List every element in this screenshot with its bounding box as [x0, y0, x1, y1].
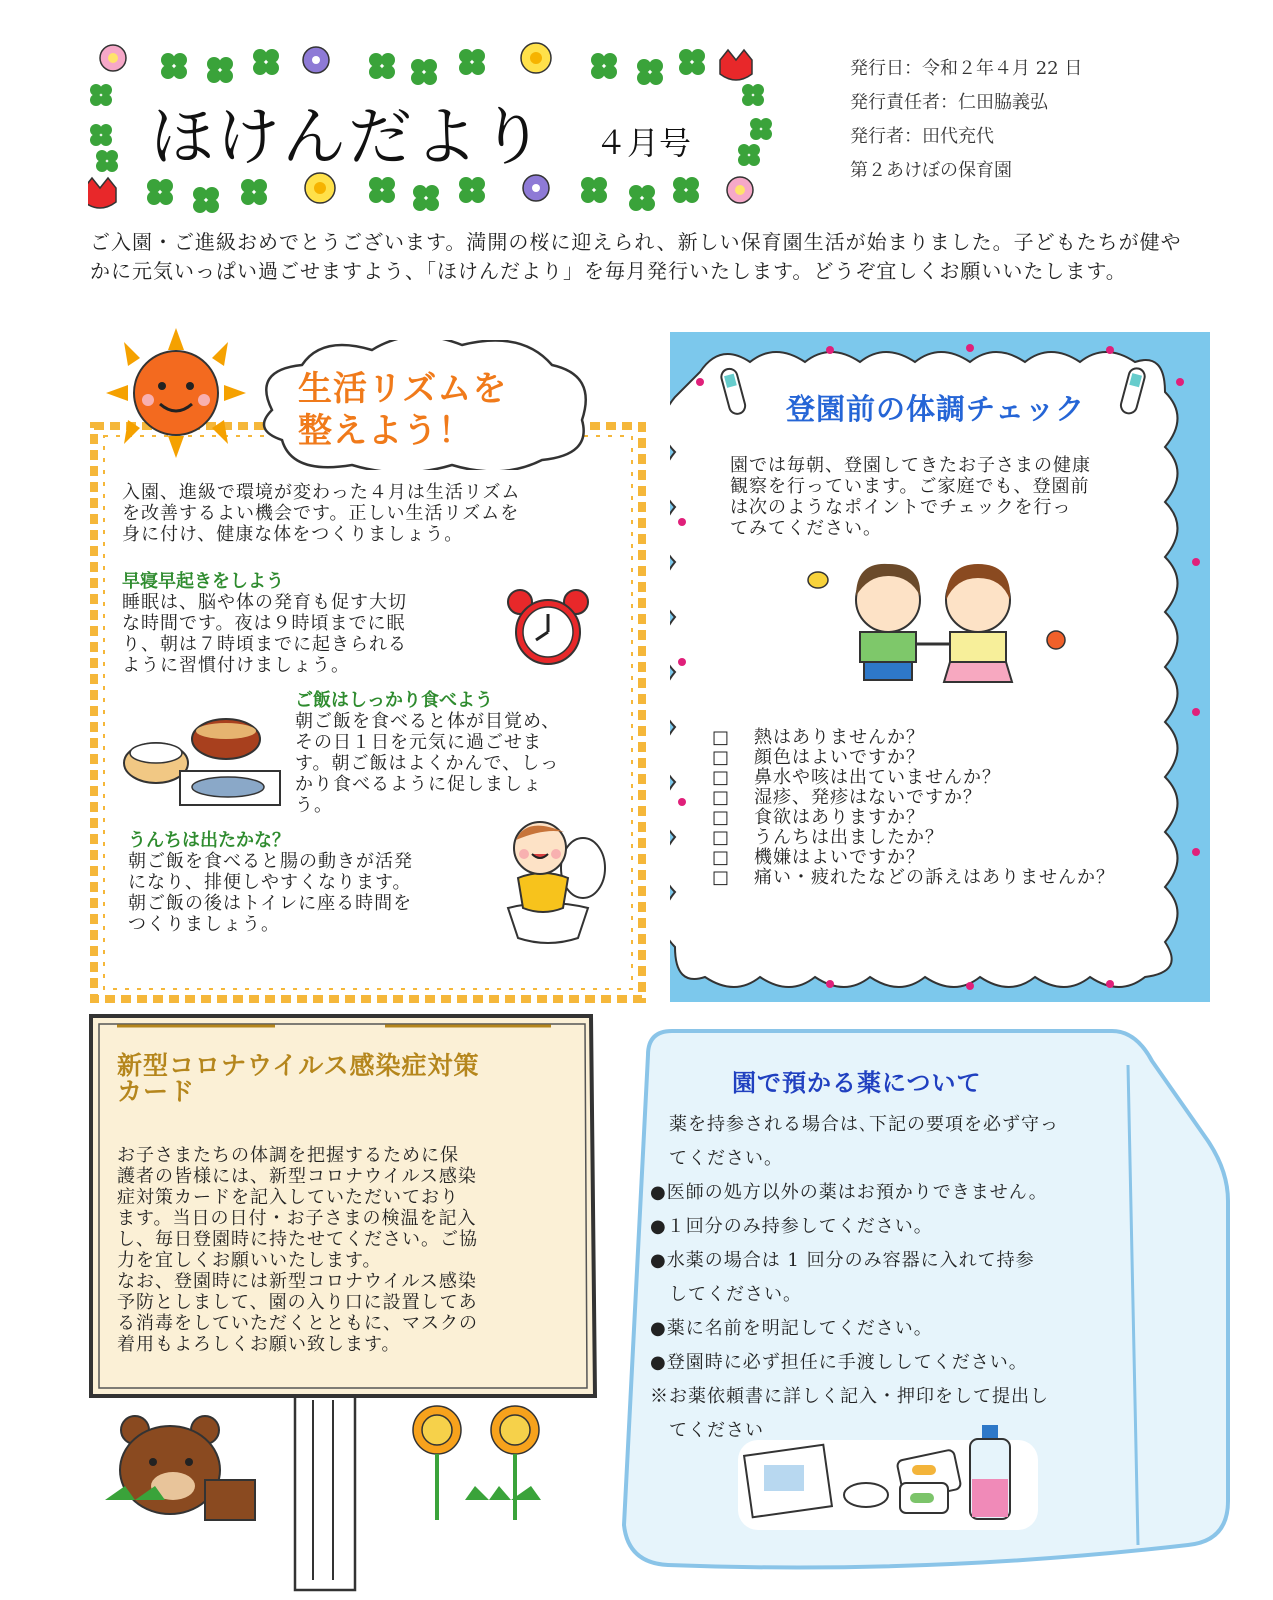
clover-icon — [411, 59, 437, 85]
newsletter-title: ほけんだより — [150, 101, 546, 175]
sunflower-icon — [413, 1406, 539, 1454]
checkbox[interactable]: □ — [712, 787, 731, 808]
publisher: 発行者：田代充代 — [850, 126, 994, 147]
clover-icon — [679, 49, 705, 75]
clover-icon — [742, 84, 764, 106]
corona-title-line: カード — [117, 1077, 196, 1106]
corona-line: 護者の皆様には、新型コロナウイルス感染 — [117, 1166, 477, 1187]
health-check-title: 登園前の体調チェック — [786, 392, 1086, 426]
poop-text — [128, 851, 498, 935]
toddler-toilet-icon — [488, 818, 613, 948]
clover-icon — [369, 177, 395, 203]
rhythm-intro — [122, 482, 602, 545]
checklist-label: 鼻水や咳は出ていませんか？ — [754, 767, 1001, 788]
checkbox[interactable]: □ — [712, 867, 731, 888]
tablet-icon — [844, 1483, 888, 1507]
publisher-responsible: 発行責任者：仁田脇義弘 — [850, 92, 1048, 113]
thermometer-icon — [718, 366, 752, 422]
medicine-bag-icon — [744, 1445, 832, 1518]
clover-icon — [738, 144, 760, 166]
clover-icon — [629, 185, 655, 211]
clover-icon — [413, 185, 439, 211]
publish-date: 発行日：令和２年４月 22 日 — [850, 58, 1083, 79]
corona-line: お子さまたちの体調を把握するために保 — [117, 1145, 459, 1166]
corona-line: 症対策カードを記入していただいており — [117, 1187, 459, 1208]
checklist-label: 痛い・疲れたなどの訴えはありませんか？ — [754, 867, 1115, 888]
tulip-icon — [88, 178, 116, 208]
corona-line: なお、登園時には新型コロナウイルス感染 — [117, 1271, 477, 1292]
poop-line: 朝ご飯の後はトイレに座る時間を — [128, 893, 413, 914]
health-check-intro-line: 観察を行っています。ご家庭でも、登園前 — [730, 476, 1090, 497]
checkbox[interactable]: □ — [712, 827, 731, 848]
rhythm-title-line: 生活リズムを — [298, 369, 508, 409]
medicine-line: 薬を持参される場合は､下記の要項を必ず守っ — [650, 1114, 1059, 1135]
checklist-item — [712, 788, 1115, 808]
clover-icon — [459, 177, 485, 203]
health-checklist — [712, 728, 1115, 888]
corona-line: 予防としまして、園の入り口に設置してあ — [117, 1292, 478, 1313]
corona-line: 力を宜しくお願いいたします。 — [117, 1250, 382, 1271]
clover-icon — [96, 150, 118, 172]
sleep-line: ように習慣付けましょう。 — [122, 655, 350, 676]
clover-icon — [591, 53, 617, 79]
pansy-icon — [303, 47, 329, 73]
sleep-text — [122, 592, 492, 676]
checklist-item — [712, 748, 1115, 768]
corona-line: る消毒をしていただくとともに、マスクの — [117, 1313, 478, 1334]
checklist-item — [712, 728, 1115, 748]
clover-icon — [90, 124, 112, 146]
clover-icon — [459, 49, 485, 75]
medicine-line: ●１回分のみ持参してください。 — [650, 1216, 933, 1237]
medicine-line: てください。 — [650, 1148, 783, 1169]
issue-number: ４月号 — [595, 124, 692, 162]
sleep-line: 睡眠は、脳や体の発育も促す大切 — [122, 592, 407, 613]
medicine-line: ●薬に名前を明記してください。 — [650, 1318, 933, 1339]
corona-title-line: 新型コロナウイルス感染症対策 — [117, 1051, 480, 1080]
clover-icon — [90, 84, 112, 106]
clover-icon — [581, 177, 607, 203]
medicine-line: ●水薬の場合は 1 回分のみ容器に入れて持参 — [650, 1250, 1035, 1271]
clover-icon — [253, 49, 279, 75]
checkbox[interactable]: □ — [712, 727, 731, 748]
corona-line: 着用もよろしくお願い致します。 — [117, 1334, 401, 1355]
checklist-item — [712, 828, 1115, 848]
yellow-flower-icon — [521, 43, 551, 73]
corona-card-text — [117, 1145, 567, 1355]
poop-heading: うんちは出たかな？ — [128, 830, 290, 851]
checklist-item — [712, 868, 1115, 888]
poop-line: になり、排便しやすくなります。 — [128, 872, 412, 893]
breakfast-text — [295, 711, 615, 816]
clover-icon — [750, 118, 772, 140]
pink-flower-icon — [727, 177, 753, 203]
medicine-line: してください。 — [650, 1284, 802, 1305]
alarm-clock-icon — [498, 588, 598, 668]
checklist-item — [712, 808, 1115, 828]
rhythm-intro-line: 身に付け、健康な体をつくりましょう。 — [122, 524, 464, 545]
checklist-label: 機嫌はよいですか？ — [754, 847, 925, 868]
checklist-item — [712, 848, 1115, 868]
clover-icon — [147, 179, 173, 205]
checklist-item — [712, 768, 1115, 788]
clover-icon — [241, 179, 267, 205]
checklist-label: 食欲はありますか？ — [754, 807, 925, 828]
medicine-line: ●医師の処方以外の薬はお預かりできません。 — [650, 1182, 1048, 1203]
clover-icon — [673, 177, 699, 203]
poop-line: 朝ご飯を食べると腸の動きが活発 — [128, 851, 413, 872]
breakfast-line: す。朝ご飯はよくかんで、しっ — [295, 753, 560, 774]
pink-flower-icon — [100, 45, 126, 71]
checklist-label: うんちは出ましたか？ — [754, 827, 944, 848]
breakfast-line: う。 — [295, 795, 333, 816]
breakfast-line: 朝ご飯を食べると体が目覚め、 — [295, 711, 561, 732]
capsule-icon — [900, 1483, 948, 1513]
corona-card-title — [117, 1053, 567, 1105]
medicine-line: てください — [650, 1420, 764, 1441]
tulip-icon — [720, 50, 752, 80]
checkbox[interactable]: □ — [712, 747, 731, 768]
breakfast-line: その日１日を元気に過ごせま — [295, 732, 542, 753]
nursery-name: 第２あけぼの保育園 — [850, 160, 1012, 181]
rhythm-intro-line: 入園、進級で環境が変わった４月は生活リズム — [122, 482, 521, 503]
publication-info — [850, 52, 1082, 188]
clover-icon — [369, 53, 395, 79]
medicine-line: ●登園時に必ず担任に手渡ししてください。 — [650, 1352, 1028, 1373]
rhythm-title-line: 整えよう！ — [298, 411, 473, 451]
health-check-intro-line: は次のようなポイントでチェックを行っ — [730, 497, 1072, 518]
checkbox[interactable]: □ — [712, 847, 731, 868]
medicine-text — [650, 1108, 1130, 1448]
checkbox[interactable]: □ — [712, 807, 731, 828]
breakfast-line: かり食べるように促しましょ — [295, 774, 542, 795]
breakfast-icon — [120, 705, 285, 810]
rhythm-intro-line: を改善するよい機会です。正しい生活リズムを — [122, 503, 520, 524]
health-check-intro-line: てみてください。 — [730, 518, 882, 539]
medicine-line: ※お薬依頼書に詳しく記入・押印をして提出し — [650, 1386, 1049, 1407]
health-check-intro-line: 園では毎朝、登園してきたお子さまの健康 — [730, 455, 1091, 476]
children-holding-hands-icon — [788, 560, 1098, 700]
clover-icon — [193, 187, 219, 213]
rhythm-title — [298, 368, 507, 452]
corona-line: し、毎日登園時に持たせてください。ご協 — [117, 1229, 478, 1250]
checklist-label: 湿疹、発疹はないですか？ — [754, 787, 982, 808]
corona-line: ます。当日の日付・お子さまの検温を記入 — [117, 1208, 477, 1229]
thermometer-icon — [1116, 366, 1150, 422]
bear-icon — [120, 1416, 255, 1520]
clover-icon — [637, 59, 663, 85]
pansy-icon — [523, 175, 549, 201]
checklist-label: 顔色はよいですか？ — [754, 747, 925, 768]
health-check-intro — [730, 455, 1170, 539]
sleep-line: り、朝は７時頃までに起きられる — [122, 634, 407, 655]
poop-line: つくりましょう。 — [128, 914, 280, 935]
breakfast-heading: ご飯はしっかり食べよう — [295, 690, 493, 711]
sleep-line: な時間です。夜は９時頃までに眠 — [122, 613, 406, 634]
medicine-title: 園で預かる薬について — [732, 1069, 982, 1097]
clover-icon — [207, 57, 233, 83]
clover-icon — [161, 53, 187, 79]
checklist-label: 熱はありませんか？ — [754, 727, 925, 748]
sleep-heading: 早寝早起きをしよう — [122, 571, 284, 592]
checkbox[interactable]: □ — [712, 767, 731, 788]
intro-text: ご入園・ご進級おめでとうございます。満開の桜に迎えられ、新しい保育園生活が始まりました。子どもたちが健やかに元気いっぱい過ごせますよう、「ほけんだより」を毎月発行いたします。どうぞ宜しくお願いいたします。 — [90, 230, 1182, 283]
